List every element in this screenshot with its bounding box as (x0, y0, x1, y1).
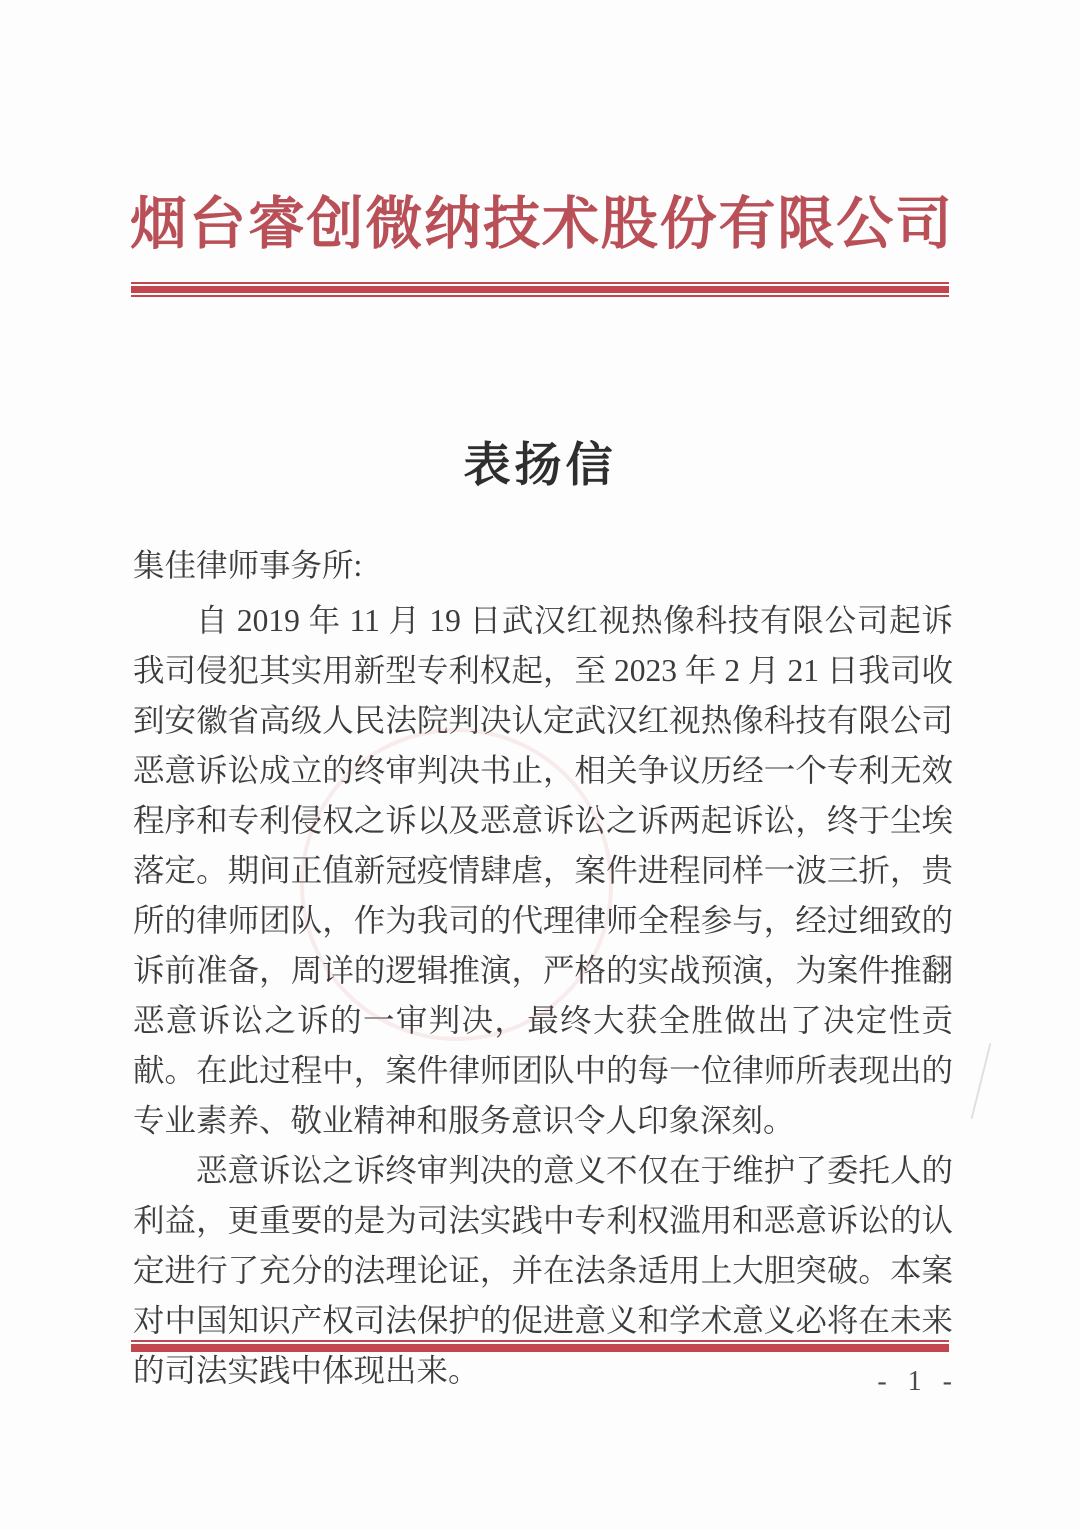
letterhead-rule-thin-bottom (131, 295, 949, 297)
scan-scratch-artifact (971, 1043, 992, 1119)
salutation: 集佳律师事务所: (133, 548, 363, 583)
letterhead-rule (131, 282, 949, 297)
letterhead-company-name: 烟台睿创微纳技术股份有限公司 (130, 193, 952, 256)
footer-rule-thick (131, 1344, 949, 1352)
page-number: - 1 - (877, 1366, 959, 1397)
letter-title: 表扬信 (463, 440, 617, 492)
body-paragraph-2: 恶意诉讼之诉终审判决的意义不仅在于维护了委托人的利益，更重要的是为司法实践中专利权滥用和恶意诉讼的认定进行了充分的法理论证，并在法条适用上大胆突破。本案对中国知识产权司法保护的促进意义和学术意义必将在未来的司法实践中体现出来。 (133, 1153, 953, 1388)
letter-body (133, 541, 953, 1396)
body-paragraph-1: 自 2019 年 11 月 19 日武汉红视热像科技有限公司起诉我司侵犯其实用新型专利权起，至 2023 年 2 月 21 日我司收到安徽省高级人民法院判决认定武汉红视热像科技有限公司恶意诉讼成立的终审判决书止，相关争议历经一个专利无效程序和专利侵权之诉以及恶意诉讼之诉两起诉讼，终于尘埃落定。期间正值新冠疫情肆虐，案件进程同样一波三折，贵所的律师团队，作为我司的代理律师全程参与，经过细致的诉前准备，周详的逻辑推演，严格的实战预演，为案件推翻恶意诉讼之诉的一审判决，最终大获全胜做出了决定性贡献。在此过程中，案件律师团队中的每一位律师所表现出的专业素养、敬业精神和服务意识令人印象深刻。 (133, 603, 953, 1138)
footer-rule (131, 1340, 949, 1352)
letterhead-rule-thick (131, 286, 949, 293)
